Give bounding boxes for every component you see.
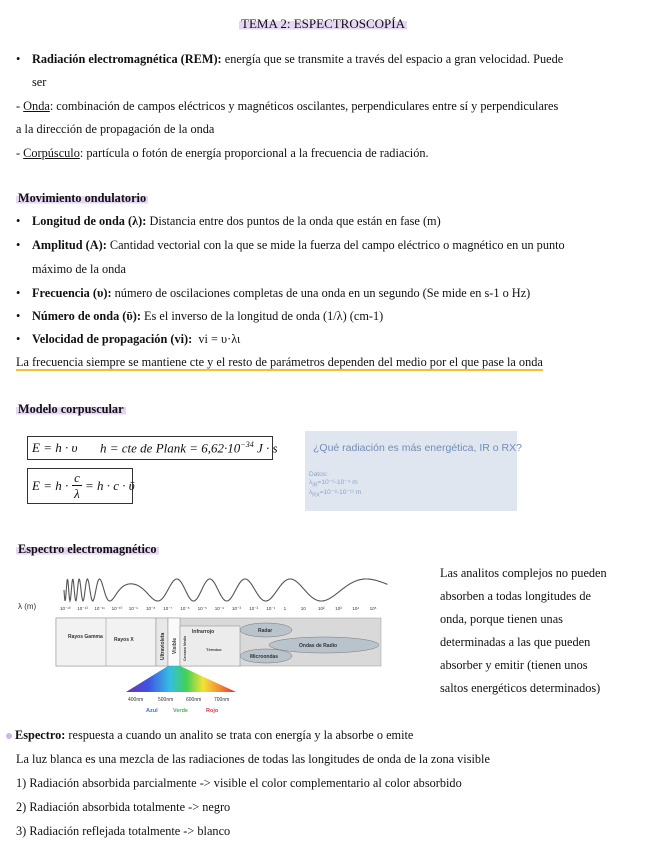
datos-rx-val: =10⁻⁸-10⁻¹¹ m — [319, 489, 362, 497]
espectro-heading-wrap — [16, 541, 159, 557]
item-amplitud — [32, 237, 565, 253]
item-text: número de oscilaciones completas de una onda en un segundo (Se mide en s-1 o Hz) — [114, 286, 531, 300]
item-text: Cantidad vectorial con la que se mide la fuerza del campo eléctrico o magnético en un punto — [109, 238, 565, 252]
axis-ticks — [60, 606, 377, 611]
label-ir: Infrarrojo — [192, 629, 215, 635]
axis-tick: 10⁻⁵ — [197, 606, 207, 611]
formula-plank-exp: −34 — [240, 440, 254, 449]
formula-plank-unit: J · s — [256, 440, 278, 456]
color-rojo: Rojo — [206, 708, 219, 714]
item-label: Longitud de onda (λ): — [32, 214, 147, 228]
item-frecuencia — [32, 285, 530, 301]
axis-tick: 1 — [283, 606, 287, 611]
bullet-5: • — [16, 332, 21, 346]
espectro-def-line — [6, 727, 413, 743]
page-title-wrap — [0, 16, 646, 32]
corpusculo-line: - Corpúsculo: partícula o fotón de energía proporcional a la frecuencia de radiación. — [16, 146, 429, 160]
modelo-heading: Modelo corpuscular — [18, 402, 124, 416]
side-text-line: absorben a todas longitudes de — [440, 589, 591, 603]
tick-400: 400nm — [128, 697, 144, 703]
movimiento-heading: Movimiento ondulatorio — [18, 191, 147, 205]
formula-energia2-box — [27, 468, 133, 504]
item-text: vi = υ·λι — [198, 332, 241, 346]
item-label: Amplitud (A): — [32, 238, 107, 252]
axis-tick: 10⁻⁶ — [180, 606, 190, 611]
item-text: Es el inverso de la longitud de onda (1/λ) (cm-1) — [144, 309, 384, 323]
axis-tick: 10 — [300, 606, 306, 611]
bullet-2: • — [16, 238, 21, 252]
axis-tick: 10⁻² — [249, 606, 259, 611]
spectrum-wave — [64, 579, 388, 601]
formula-e-hv: E = h · υ — [32, 440, 78, 455]
frecuencia-note: La frecuencia siempre se mantiene cte y el resto de parámetros dependen del medio por el que pase la onda — [16, 355, 543, 369]
side-text-line: determinadas a las que pueden — [440, 635, 591, 649]
corpusculo-text: : partícula o fotón de energía proporcional a la frecuencia de radiación. — [79, 146, 429, 160]
item-longitud — [32, 213, 441, 229]
axis-tick: 10⁻¹ — [266, 606, 276, 611]
item-amplitud-text2: máximo de la onda — [32, 262, 126, 276]
espectro-def-label: Espectro: — [15, 728, 66, 742]
axis-tick: 10⁻⁴ — [214, 606, 225, 611]
rem-text: energía que se transmite a través del espacio a gran velocidad. Puede — [224, 52, 564, 66]
bullet-1: • — [16, 214, 21, 228]
formula2-den: λ — [74, 486, 80, 501]
color-azul: Azul — [146, 708, 158, 714]
item-text: Distancia entre dos puntos de la onda que están en fase (m) — [149, 214, 441, 228]
item-label: Número de onda (ῡ): — [32, 309, 141, 323]
luz-blanca-line: La luz blanca es una mezcla de las radiaciones de todas las longitudes de onda de la zona visible — [16, 752, 490, 766]
visible-fan — [126, 666, 236, 692]
corpusculo-label: Corpúsculo — [23, 146, 80, 160]
onda-text: : combinación de campos eléctricos y magnéticos oscilantes, perpendiculares entre sí y perpendiculares — [49, 99, 559, 113]
datos-ir-lambda: λ — [309, 479, 313, 486]
axis-tick: 10⁻⁷ — [163, 606, 173, 611]
datos-label: Datos: — [309, 471, 328, 478]
side-text-line: absorber y emitir (tienen unos — [440, 658, 588, 672]
side-text — [440, 562, 640, 700]
espectro-heading: Espectro electromagnético — [18, 542, 157, 556]
label-uv: Ultravioleta — [160, 632, 166, 660]
onda-label: Onda — [23, 99, 50, 113]
spectrum-diagram — [16, 566, 388, 716]
onda-line: - Onda: combinación de campos eléctricos y magnéticos oscilantes, perpendiculares entre sí y perpendiculares — [16, 99, 559, 113]
bullet-4: • — [16, 309, 21, 323]
label-cercano: Cercano Medio — [183, 635, 187, 661]
axis-tick: 10⁻¹⁰ — [60, 606, 71, 611]
rem-label: Radiación electromagnética (REM): — [32, 52, 222, 66]
label-radar: Radar — [258, 628, 273, 634]
label-x: Rayos X — [114, 637, 134, 643]
question-datos — [309, 471, 361, 500]
item-label: Frecuencia (υ): — [32, 286, 112, 300]
axis-tick: 10⁻³ — [232, 606, 241, 611]
side-text-line: onda, porque tienen unas — [440, 612, 563, 626]
label-microondas: Microondas — [250, 654, 279, 660]
axis-tick: 10⁻¹¹ — [94, 606, 105, 611]
rem-line — [32, 51, 563, 67]
rem-bullet: • — [16, 52, 21, 66]
espectro-def-text: respuesta a cuando un analito se trata con energía y la absorbe o emite — [68, 728, 414, 742]
tick-500: 500nm — [158, 697, 174, 703]
label-gamma: Rayos Gamma — [68, 634, 103, 640]
datos-rx-lambda: λ — [309, 489, 313, 497]
onda-text2: a la dirección de propagación de la onda — [16, 122, 215, 136]
side-text-line: Las analitos complejos no pueden — [440, 566, 607, 580]
question-text: ¿Qué radiación es más energética, IR o RX? — [313, 442, 522, 454]
formula2-num: c — [74, 470, 80, 485]
bullet-3: • — [16, 286, 21, 300]
color-verde: Verde — [173, 708, 188, 714]
page-title: TEMA 2: ESPECTROSCOPÍA — [241, 16, 405, 31]
formula-plank — [100, 440, 278, 456]
tick-600: 600nm — [186, 697, 202, 703]
datos-ir-sub: IR — [312, 482, 318, 489]
radiacion-line-2: 2) Radiación absorbida totalmente -> negro — [16, 800, 231, 814]
axis-tick: 10⁻⁹ — [128, 606, 139, 611]
radiacion-line-1: 1) Radiación absorbida parcialmente -> visible el color complementario al color absorbido — [16, 776, 462, 790]
question-box — [305, 431, 522, 511]
axis-tick: 10⁻⁸ — [146, 606, 156, 611]
axis-label: λ (m) — [18, 602, 37, 611]
label-radio: Ondas de Radio — [299, 643, 338, 649]
axis-tick: 10⁵ — [369, 606, 377, 611]
radiacion-line-3: 3) Radiación reflejada totalmente -> blanco — [16, 824, 231, 838]
rem-text2: ser — [32, 75, 47, 89]
bullet-dot-icon — [6, 733, 12, 739]
tick-700: 700nm — [214, 697, 230, 703]
formula2-lhs: E = h · — [32, 478, 69, 493]
label-termico: Térmico — [206, 647, 222, 652]
datos-ir-val: =10⁻⁶-10⁻⁴ m — [317, 479, 358, 486]
datos-rx-sub: RX — [312, 492, 320, 499]
axis-tick: 10⁻¹⁰ — [111, 606, 123, 611]
item-numero-onda — [32, 308, 383, 324]
modelo-heading-wrap — [16, 401, 126, 417]
label-visible: Visible — [172, 637, 178, 654]
formula2-rhs: = h · c · ῡ — [85, 478, 135, 493]
axis-tick: 10² — [318, 606, 325, 611]
movimiento-heading-wrap — [16, 190, 148, 206]
item-label: Velocidad de propagación (vi): — [32, 332, 193, 346]
side-text-line: saltos energéticos determinados) — [440, 681, 601, 695]
axis-tick: 10³ — [335, 606, 342, 611]
formula-energia-box — [27, 436, 278, 460]
frecuencia-note-wrap — [16, 354, 543, 370]
formula-plank-text: h = cte de Plank = 6,62·10 — [100, 440, 241, 456]
axis-tick: 10⁻¹³ — [77, 606, 88, 611]
item-velocidad — [32, 331, 240, 347]
axis-tick: 10⁴ — [352, 606, 360, 611]
